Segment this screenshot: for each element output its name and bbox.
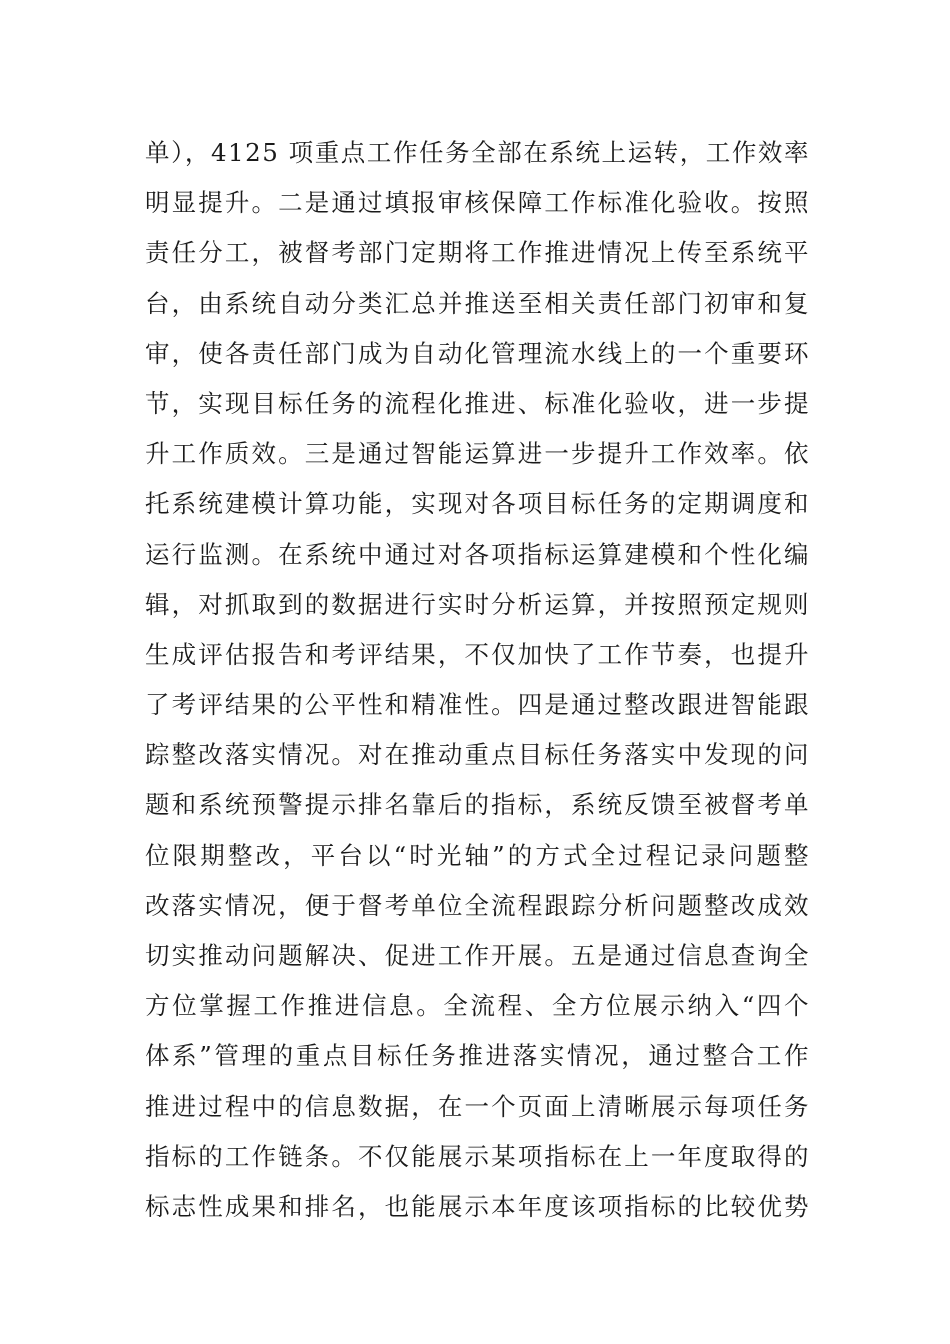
text-line: 运行监测。在系统中通过对各项指标运算建模和个性化编 <box>145 539 810 569</box>
text-line: 位限期整改，平台以“时光轴”的方式全过程记录问题整 <box>145 840 810 870</box>
text-line: 方位掌握工作推进信息。全流程、全方位展示纳入“四个 <box>145 991 810 1021</box>
body-paragraph <box>145 128 810 1232</box>
text-line: 指标的工作链条。不仅能展示某项指标在上一年度取得的 <box>145 1141 810 1171</box>
text-line: 推进过程中的信息数据，在一个页面上清晰展示每项任务 <box>145 1091 810 1121</box>
text-line: 审，使各责任部门成为自动化管理流水线上的一个重要环 <box>145 338 810 368</box>
text-line: 台，由系统自动分类汇总并推送至相关责任部门初审和复 <box>145 288 810 318</box>
text-line: 题和系统预警提示排名靠后的指标，系统反馈至被督考单 <box>145 790 810 820</box>
text-line: 改落实情况，便于督考单位全流程跟踪分析问题整改成效 <box>145 890 810 920</box>
text-line: 托系统建模计算功能，实现对各项目标任务的定期调度和 <box>145 489 810 519</box>
text-line: 了考评结果的公平性和精准性。四是通过整改跟进智能跟 <box>145 690 810 720</box>
text-line: 体系”管理的重点目标任务推进落实情况，通过整合工作 <box>145 1041 810 1071</box>
text-line: 生成评估报告和考评结果，不仅加快了工作节奏，也提升 <box>145 639 810 669</box>
text-line: 明显提升。二是通过填报审核保障工作标准化验收。按照 <box>145 188 810 218</box>
text-line: 节，实现目标任务的流程化推进、标准化验收，进一步提 <box>145 388 810 418</box>
text-line: 升工作质效。三是通过智能运算进一步提升工作效率。依 <box>145 439 810 469</box>
text-line: 责任分工，被督考部门定期将工作推进情况上传至系统平 <box>145 238 810 268</box>
text-line: 切实推动问题解决、促进工作开展。五是通过信息查询全 <box>145 941 810 970</box>
text-line: 踪整改落实情况。对在推动重点目标任务落实中发现的问 <box>145 740 810 770</box>
text-line: 标志性成果和排名，也能展示本年度该项指标的比较优势 <box>145 1191 810 1221</box>
text-line: 单），4125 项重点工作任务全部在系统上运转，工作效率 <box>145 138 810 167</box>
text-line: 辑，对抓取到的数据进行实时分析运算，并按照预定规则 <box>145 589 810 619</box>
